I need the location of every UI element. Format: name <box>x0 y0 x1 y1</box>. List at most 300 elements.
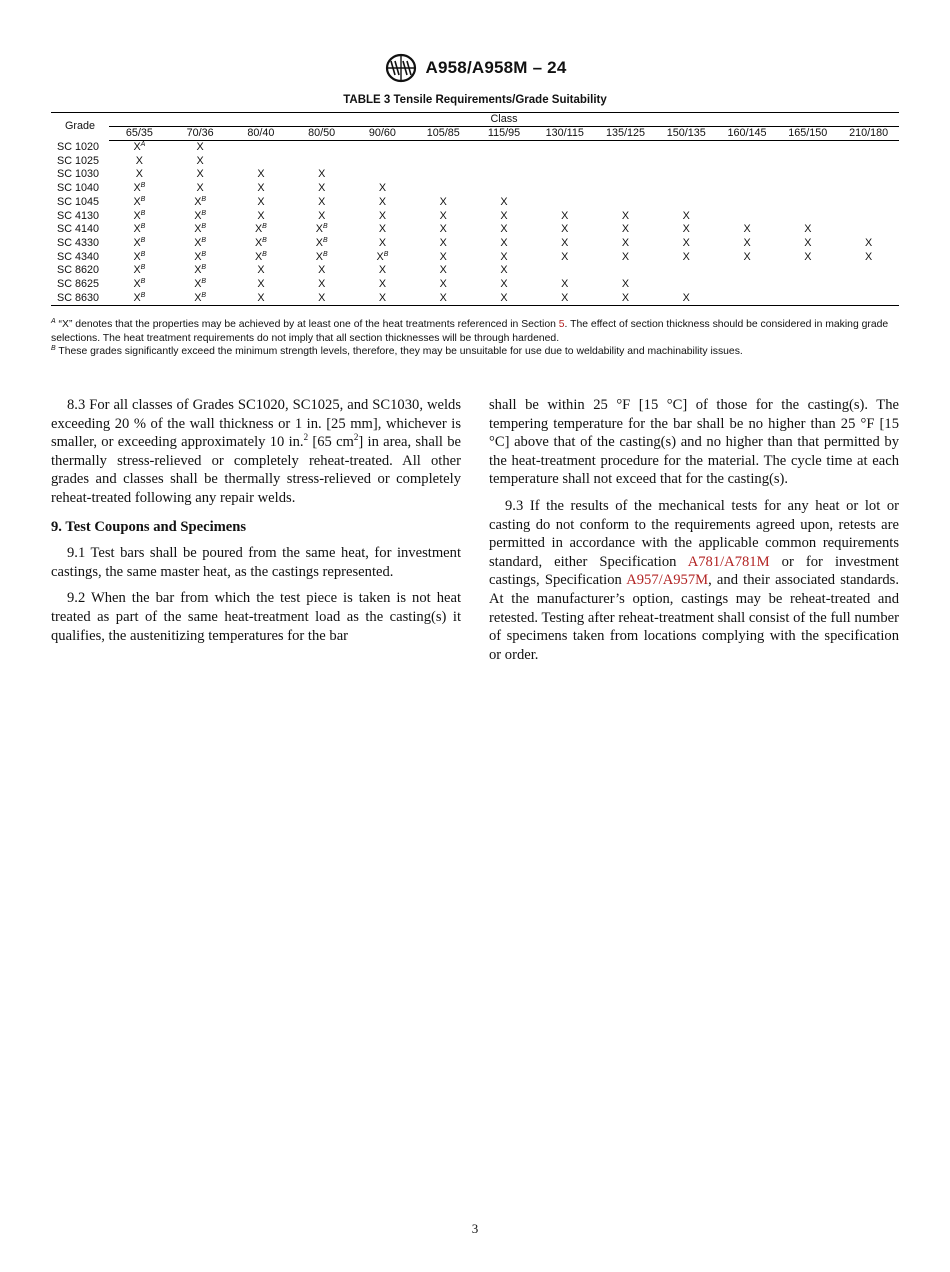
suitability-cell <box>352 237 413 251</box>
suitability-cell <box>534 237 595 251</box>
suitability-cell <box>413 155 474 169</box>
suitability-mark: X <box>500 223 508 236</box>
suitability-mark: X <box>621 250 630 263</box>
paragraph-9-3 <box>489 497 899 664</box>
suitability-cell <box>777 196 838 210</box>
suitability-cell <box>231 155 292 169</box>
grade-cell: SC 8625 <box>57 278 100 291</box>
suitability-cell <box>777 155 838 169</box>
suitability-mark: X <box>257 291 265 304</box>
suitability-cell <box>474 223 535 237</box>
suitability-cell <box>656 182 717 196</box>
table-footnotes <box>51 318 899 359</box>
suitability-mark: X <box>864 250 873 263</box>
suitability-cell <box>777 251 838 265</box>
paragraph-8-3 <box>51 396 461 508</box>
table-row <box>51 155 899 169</box>
suitability-cell <box>291 196 352 210</box>
suitability-cell <box>595 196 656 210</box>
suitability-cell <box>109 182 170 196</box>
suitability-cell <box>474 210 535 224</box>
footnote-marker: B <box>201 236 207 244</box>
footnote-marker: B <box>201 250 207 258</box>
suitability-cell <box>170 278 231 292</box>
suitability-cell <box>595 168 656 182</box>
suitability-cell <box>474 292 535 306</box>
footnote-marker: B <box>322 236 328 244</box>
suitability-cell <box>595 210 656 224</box>
footnote-a-marker: A <box>51 318 56 325</box>
suitability-cell <box>474 264 535 278</box>
tensile-requirements-table <box>51 112 899 306</box>
suitability-cell <box>777 264 838 278</box>
suitability-cell <box>352 251 413 265</box>
suitability-mark: X <box>194 209 202 222</box>
suitability-mark: X <box>194 195 202 208</box>
suitability-mark: X <box>439 195 447 208</box>
suitability-cell <box>717 264 778 278</box>
grade-cell: SC 4330 <box>57 236 100 249</box>
grade-cell: SC 1025 <box>57 154 100 167</box>
document-designation: A958/A958M – 24 <box>425 58 567 77</box>
table-row <box>51 141 899 155</box>
suitability-mark: X <box>378 182 387 195</box>
suitability-mark: X <box>378 209 387 222</box>
suitability-mark: X <box>743 223 751 236</box>
suitability-cell <box>595 251 656 265</box>
class-header-80-40: 80/40 <box>231 127 292 141</box>
suitability-mark: X <box>254 250 263 263</box>
suitability-cell <box>838 210 899 224</box>
paragraph-9-2-continued: shall be within 25 °F [15 °C] of those for the casting(s). The tempering temperature for the bar shall be no higher than 25 °F [15 °C] above that of the casting(s) and no higher than that permitted by the heat-treatment procedure for the material. The cycle time at each temperature shall not exceed that for the casting(s). <box>489 397 899 488</box>
suitability-mark: X <box>500 250 508 263</box>
footnote-marker: B <box>140 250 146 258</box>
footnote-marker: B <box>322 223 328 231</box>
suitability-cell <box>656 210 717 224</box>
suitability-cell <box>231 223 292 237</box>
suitability-mark: X <box>194 264 202 277</box>
suitability-cell <box>656 237 717 251</box>
tensile-requirements-table-container <box>51 112 899 306</box>
suitability-mark: X <box>439 291 447 304</box>
table-row <box>51 210 899 224</box>
suitability-cell <box>534 278 595 292</box>
suitability-cell <box>534 210 595 224</box>
suitability-cell <box>656 141 717 155</box>
suitability-mark: X <box>743 250 751 263</box>
suitability-mark: X <box>318 291 326 304</box>
suitability-mark: X <box>133 141 141 153</box>
suitability-cell <box>717 168 778 182</box>
suitability-cell <box>595 292 656 306</box>
suitability-mark: X <box>500 291 508 304</box>
suitability-mark: X <box>682 291 690 304</box>
suitability-cell <box>595 264 656 278</box>
suitability-mark: X <box>439 209 447 222</box>
suitability-cell <box>352 196 413 210</box>
suitability-mark: X <box>196 168 204 181</box>
suitability-cell <box>109 210 170 224</box>
class-header-150-135: 150/135 <box>656 127 717 141</box>
suitability-mark: X <box>621 223 630 236</box>
suitability-cell <box>109 292 170 306</box>
suitability-mark: X <box>500 264 508 277</box>
astm-logo-icon <box>384 53 418 83</box>
suitability-cell <box>170 210 231 224</box>
a957-link[interactable]: A957/A957M <box>626 572 709 589</box>
suitability-mark: X <box>743 236 751 249</box>
suitability-mark: X <box>439 264 447 277</box>
suitability-cell <box>656 223 717 237</box>
suitability-cell <box>474 182 535 196</box>
suitability-cell <box>838 196 899 210</box>
suitability-cell <box>838 237 899 251</box>
suitability-mark: X <box>378 223 387 236</box>
suitability-cell <box>170 264 231 278</box>
suitability-cell <box>838 182 899 196</box>
suitability-cell <box>352 182 413 196</box>
suitability-mark: X <box>621 291 630 304</box>
suitability-mark: X <box>621 278 630 291</box>
suitability-cell <box>231 141 292 155</box>
suitability-mark: X <box>257 168 265 181</box>
suitability-mark: X <box>133 209 141 222</box>
footnote-marker: B <box>262 250 267 258</box>
suitability-cell <box>413 292 474 306</box>
suitability-cell <box>838 251 899 265</box>
suitability-mark: X <box>318 209 326 222</box>
suitability-cell <box>413 210 474 224</box>
footnote-a-text-2: . The effect of section thickness should be considered in making grade selections. The heat treatment requirements do not imply that all section thicknesses will be through hardened. <box>51 319 889 344</box>
suitability-mark: X <box>194 278 202 291</box>
paragraph-8-3-text-c: ] in area, shall be thermally stress-relieved or completely reheat-treated. All other grades and classes shall be thermally stress-relieved or completely reheat-treated following any repair welds. <box>51 434 461 506</box>
suitability-cell <box>717 292 778 306</box>
class-header-65-35: 65/35 <box>109 127 170 141</box>
suitability-mark: X <box>561 278 569 291</box>
suitability-mark: X <box>315 223 323 236</box>
footnote-marker: B <box>140 236 146 244</box>
suitability-mark: X <box>196 154 204 167</box>
suitability-cell <box>413 251 474 265</box>
suitability-mark: X <box>561 223 569 236</box>
suitability-cell <box>717 251 778 265</box>
suitability-cell <box>777 278 838 292</box>
suitability-cell <box>291 237 352 251</box>
suitability-mark: X <box>682 250 690 263</box>
suitability-cell <box>838 223 899 237</box>
grade-cell: SC 8630 <box>51 292 109 306</box>
paragraph-9-3-text-a: 9.3 If the results of the mechanical tests for any heat or lot or casting do not conform to the requirements agreed upon, retests are permitted in accordance with the applicable common requirements standard, either Specification <box>489 497 899 570</box>
suitability-cell <box>170 251 231 265</box>
suitability-cell <box>838 155 899 169</box>
suitability-cell <box>534 168 595 182</box>
suitability-mark: X <box>621 209 630 222</box>
suitability-cell <box>474 168 535 182</box>
suitability-cell <box>838 168 899 182</box>
suitability-cell <box>656 251 717 265</box>
suitability-mark: X <box>682 209 690 222</box>
footnote-marker: B <box>140 264 146 272</box>
suitability-cell <box>595 182 656 196</box>
suitability-cell <box>352 168 413 182</box>
suitability-mark: X <box>133 236 141 249</box>
suitability-cell <box>413 196 474 210</box>
suitability-mark: X <box>500 278 508 291</box>
suitability-mark: X <box>804 223 812 236</box>
class-header-70-36: 70/36 <box>170 127 231 141</box>
suitability-cell <box>595 155 656 169</box>
table-row <box>51 278 899 292</box>
suitability-mark: X <box>804 236 812 249</box>
suitability-cell <box>231 182 292 196</box>
suitability-mark: X <box>318 195 326 208</box>
suitability-mark: X <box>318 264 326 277</box>
footnote-b-text: These grades significantly exceed the minimum strength levels, therefore, they may be unsuitable for use due to weldability and machinability issues. <box>55 346 743 358</box>
footnote-marker: B <box>201 223 207 231</box>
class-header-210-180: 210/180 <box>838 127 899 141</box>
suitability-mark: X <box>257 209 265 222</box>
footnote-marker: B <box>201 264 207 272</box>
suitability-cell <box>352 210 413 224</box>
right-column <box>489 396 899 672</box>
suitability-mark: X <box>621 236 630 249</box>
paragraph-9-3-text-b: or for investment castings, Specification <box>489 553 899 589</box>
suitability-cell <box>291 182 352 196</box>
suitability-cell <box>413 141 474 155</box>
suitability-mark: X <box>254 236 263 249</box>
suitability-cell <box>109 223 170 237</box>
suitability-cell <box>534 155 595 169</box>
section-5-link[interactable]: 5 <box>558 319 565 330</box>
suitability-cell <box>413 237 474 251</box>
suitability-cell <box>291 292 352 306</box>
suitability-mark: X <box>500 209 508 222</box>
class-header-115-95: 115/95 <box>474 127 535 141</box>
footnote-a <box>51 318 899 345</box>
suitability-cell <box>717 182 778 196</box>
suitability-cell <box>352 223 413 237</box>
suitability-mark: X <box>318 182 326 195</box>
suitability-mark: X <box>254 223 263 236</box>
a781-link[interactable]: A781/A781M <box>687 553 770 570</box>
area-exponent: 2 <box>353 432 359 443</box>
suitability-mark: X <box>133 250 141 263</box>
suitability-cell <box>656 196 717 210</box>
table-row <box>51 251 899 265</box>
footnote-marker: B <box>383 250 389 258</box>
suitability-cell <box>534 264 595 278</box>
suitability-cell <box>474 278 535 292</box>
suitability-cell <box>717 278 778 292</box>
suitability-cell <box>777 182 838 196</box>
footnote-marker: A <box>140 141 146 148</box>
suitability-cell <box>777 210 838 224</box>
suitability-cell <box>291 264 352 278</box>
suitability-mark: X <box>561 250 569 263</box>
suitability-cell <box>170 155 231 169</box>
suitability-cell <box>474 237 535 251</box>
class-header-160-145: 160/145 <box>717 127 778 141</box>
suitability-cell <box>534 251 595 265</box>
suitability-mark: X <box>196 141 204 153</box>
suitability-cell <box>534 292 595 306</box>
footnote-marker: B <box>262 223 267 231</box>
suitability-cell <box>717 210 778 224</box>
suitability-mark: X <box>135 154 143 167</box>
suitability-cell <box>231 168 292 182</box>
suitability-cell <box>838 278 899 292</box>
table-row <box>51 292 899 306</box>
table-row <box>51 196 899 210</box>
suitability-cell <box>231 196 292 210</box>
suitability-cell <box>534 223 595 237</box>
suitability-mark: X <box>133 195 141 208</box>
suitability-cell <box>352 264 413 278</box>
suitability-mark: X <box>439 278 447 291</box>
suitability-cell <box>474 141 535 155</box>
suitability-mark: X <box>135 168 143 181</box>
class-header-90-60: 90/60 <box>352 127 413 141</box>
grade-cell: SC 1040 <box>57 182 100 195</box>
table-row <box>51 168 899 182</box>
table-row <box>51 182 899 196</box>
suitability-cell <box>109 264 170 278</box>
suitability-cell <box>109 141 170 155</box>
footnote-2-ref: 2 <box>303 432 309 443</box>
suitability-cell <box>291 155 352 169</box>
suitability-cell <box>413 278 474 292</box>
suitability-cell <box>717 155 778 169</box>
footnote-marker: B <box>201 278 207 286</box>
footnote-b <box>51 345 899 359</box>
suitability-cell <box>717 141 778 155</box>
footnote-marker: B <box>140 223 146 231</box>
suitability-cell <box>231 278 292 292</box>
suitability-mark: X <box>133 264 141 277</box>
suitability-mark: X <box>257 278 265 291</box>
suitability-cell <box>777 237 838 251</box>
suitability-mark: X <box>378 195 387 208</box>
suitability-mark: X <box>257 264 265 277</box>
suitability-mark: X <box>194 291 202 304</box>
page-header <box>0 52 950 84</box>
suitability-mark: X <box>133 278 141 291</box>
suitability-cell <box>717 196 778 210</box>
paragraph-9-2: 9.2 When the bar from which the test piece is taken is not heat treated as part of the same heat-treatment load as the casting(s) it qualifies, the austenitizing temperatures for the bar <box>51 590 461 644</box>
suitability-mark: X <box>439 236 447 249</box>
suitability-mark: X <box>194 223 202 236</box>
suitability-mark: X <box>378 291 387 304</box>
paragraph-9-1: 9.1 Test bars shall be poured from the same heat, for investment castings, the same master heat, as the castings represented. <box>51 545 461 580</box>
footnote-marker: B <box>322 250 328 258</box>
left-column <box>51 396 461 653</box>
suitability-cell <box>231 292 292 306</box>
suitability-cell <box>231 210 292 224</box>
suitability-mark: X <box>561 209 569 222</box>
suitability-mark: X <box>561 291 569 304</box>
suitability-mark: X <box>194 236 202 249</box>
suitability-mark: X <box>682 236 690 249</box>
page-number: 3 <box>471 1221 479 1236</box>
suitability-cell <box>291 251 352 265</box>
suitability-cell <box>838 264 899 278</box>
footnote-marker: B <box>201 195 207 203</box>
table-row <box>51 264 899 278</box>
suitability-cell <box>595 223 656 237</box>
suitability-cell <box>777 168 838 182</box>
suitability-cell <box>291 278 352 292</box>
suitability-mark: X <box>378 236 387 249</box>
suitability-mark: X <box>315 236 323 249</box>
suitability-cell <box>109 278 170 292</box>
suitability-cell <box>352 292 413 306</box>
table-row <box>51 223 899 237</box>
suitability-mark: X <box>804 250 812 263</box>
footnote-marker: B <box>140 278 146 286</box>
paragraph-8-3-text-a: 8.3 For all classes of Grades SC1020, SC1025, and SC1030, welds exceeding 20 % of the wall thickness or 1 in. [25 mm], whichever is smaller, or exceeding approximately 10 in. <box>51 397 461 451</box>
footnote-marker: B <box>140 209 146 217</box>
suitability-cell <box>109 155 170 169</box>
suitability-cell <box>170 237 231 251</box>
suitability-cell <box>109 251 170 265</box>
suitability-cell <box>291 141 352 155</box>
class-header-135-125: 135/125 <box>595 127 656 141</box>
suitability-cell <box>231 264 292 278</box>
suitability-cell <box>838 292 899 306</box>
suitability-cell <box>656 264 717 278</box>
suitability-cell <box>352 141 413 155</box>
suitability-cell <box>474 155 535 169</box>
suitability-cell <box>170 292 231 306</box>
grade-cell: SC 1020 <box>57 140 100 153</box>
grade-column-header: Grade <box>51 113 109 141</box>
suitability-mark: X <box>315 250 323 263</box>
suitability-mark: X <box>133 223 141 236</box>
grade-cell: SC 1045 <box>57 195 100 208</box>
suitability-cell <box>595 141 656 155</box>
suitability-cell <box>777 292 838 306</box>
footnote-b-marker: B <box>51 345 56 353</box>
footnote-a-text-1: “X” denotes that the properties may be achieved by at least one of the heat treatments referenced in Section <box>55 319 559 330</box>
suitability-cell <box>656 168 717 182</box>
suitability-mark: X <box>133 291 141 304</box>
suitability-mark: X <box>257 182 265 195</box>
suitability-mark: X <box>500 236 508 249</box>
suitability-cell <box>170 141 231 155</box>
grade-cell: SC 4130 <box>57 209 100 222</box>
class-header-105-85: 105/85 <box>413 127 474 141</box>
suitability-cell <box>656 278 717 292</box>
class-header-80-50: 80/50 <box>291 127 352 141</box>
class-header-165-150: 165/150 <box>777 127 838 141</box>
table-title: TABLE 3 Tensile Requirements/Grade Suitability <box>343 94 607 106</box>
suitability-cell <box>656 292 717 306</box>
table-row <box>51 237 899 251</box>
grade-cell: SC 1030 <box>57 168 100 181</box>
suitability-cell <box>474 196 535 210</box>
suitability-mark: X <box>378 264 387 277</box>
suitability-cell <box>352 155 413 169</box>
suitability-cell <box>534 182 595 196</box>
suitability-cell <box>291 168 352 182</box>
suitability-cell <box>170 182 231 196</box>
grade-cell: SC 8620 <box>57 264 100 277</box>
suitability-cell <box>656 155 717 169</box>
suitability-mark: X <box>439 223 447 236</box>
suitability-cell <box>838 141 899 155</box>
suitability-cell <box>717 223 778 237</box>
suitability-cell <box>413 264 474 278</box>
